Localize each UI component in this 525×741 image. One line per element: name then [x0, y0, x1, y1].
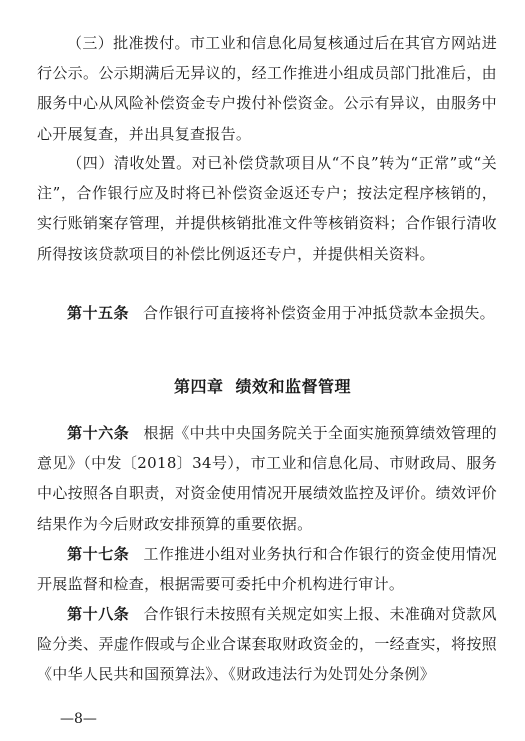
article-18: [37, 599, 497, 690]
chapter-title: 绩效和监督管理: [235, 377, 352, 396]
article-17: [37, 539, 497, 599]
chapter-number: 第四章: [173, 377, 224, 396]
article-text: 工作推进小组对业务执行和合作银行的资金使用情况开展监督和检查，根据需要可委托中介机构进行审计。: [37, 545, 497, 594]
article-text: 合作银行可直接将补偿资金用于冲抵贷款本金损失。: [143, 304, 495, 322]
paragraph-text: （三）批准拨付。市工业和信息化局复核通过后在其官方网站进行公示。公示期满后无异议的，经工作推进小组成员部门批准后，由服务中心从风险补偿资金专户拨付补偿资金。公示有异议，由服务中心开展复查，并出具复查报告。: [37, 34, 497, 143]
article-label: 第十五条: [67, 304, 130, 322]
article-label: 第十八条: [67, 605, 130, 623]
article-label: 第十七条: [67, 545, 130, 563]
article-text: 根据《中共中央国务院关于全面实施预算绩效管理的意见》（中发〔2018〕34号），市工业和信息化局、市财政局、服务中心按照各自职责，对资金使用情况开展绩效监控及评价。绩效评价结果作为今后财政安排预算的重要依据。: [37, 424, 497, 533]
paragraph-recovery-disposal: [37, 148, 497, 269]
paragraph-text: （四）清收处置。对已补偿贷款项目从“不良”转为“正常”或“关注”，合作银行应及时将已补偿资金返还专户；按法定程序核销的，实行账销案存管理，并提供核销批准文件等核销资料；合作银行清收所得按该贷款项目的补偿比例返还专户，并提供相关资料。: [37, 154, 497, 263]
article-15: [37, 298, 497, 328]
article-label: 第十六条: [67, 424, 130, 442]
article-16: [37, 418, 497, 539]
article-text: 合作银行未按照有关规定如实上报、未准确对贷款风险分类、弄虚作假或与企业合谋套取财政资金的，一经查实，将按照《中华人民共和国预算法》、《财政违法行为处罚处分条例》: [37, 605, 497, 684]
chapter-heading: [0, 374, 525, 397]
paragraph-approval-payment: [37, 28, 497, 149]
page-number: —8—: [60, 711, 97, 727]
